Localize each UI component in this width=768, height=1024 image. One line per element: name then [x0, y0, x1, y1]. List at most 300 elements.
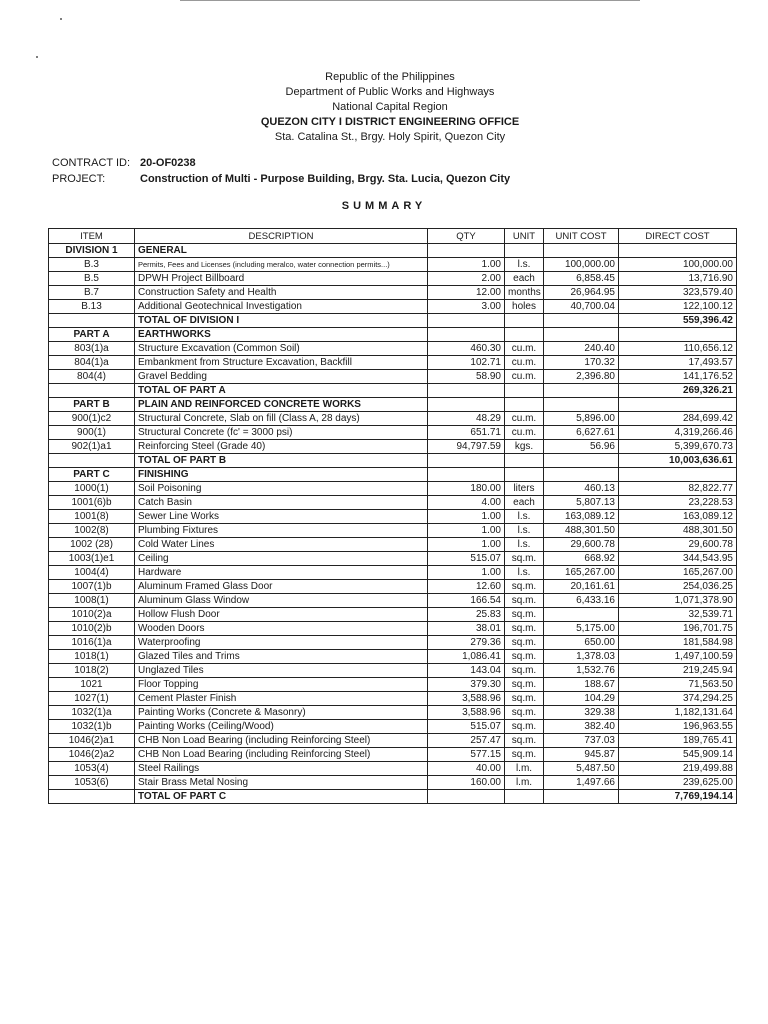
- cell-unit: each: [505, 496, 544, 510]
- cell-unit: l.m.: [505, 762, 544, 776]
- table-row: [49, 580, 737, 594]
- table-header-row: [49, 229, 737, 244]
- cell-qty: 651.71: [428, 426, 505, 440]
- cell-description: Cold Water Lines: [135, 538, 428, 552]
- cell-qty: 577.15: [428, 748, 505, 762]
- cell-unit: sq.m.: [505, 748, 544, 762]
- cell-direct-cost: 100,000.00: [619, 258, 737, 272]
- cell-unit-cost: 5,487.50: [544, 762, 619, 776]
- cell-description: FINISHING: [135, 468, 428, 482]
- total-row: [49, 384, 737, 398]
- cell-direct-cost: [619, 244, 737, 258]
- cell-item: 1053(4): [49, 762, 135, 776]
- cell-qty: 1.00: [428, 566, 505, 580]
- cell-direct-cost: 1,182,131.64: [619, 706, 737, 720]
- project-line: [52, 171, 510, 187]
- cell-description: Ceiling: [135, 552, 428, 566]
- cell-unit-cost: 188.67: [544, 678, 619, 692]
- cell-unit: [505, 314, 544, 328]
- cell-unit: sq.m.: [505, 650, 544, 664]
- table-row: [49, 482, 737, 496]
- cell-unit-cost: [544, 454, 619, 468]
- table-row: [49, 720, 737, 734]
- cell-unit: cu.m.: [505, 342, 544, 356]
- cell-description: Permits, Fees and Licenses (including meralco, water connection permits...): [135, 258, 428, 272]
- cell-description: Stair Brass Metal Nosing: [135, 776, 428, 790]
- cell-item: 1007(1)b: [49, 580, 135, 594]
- col-header-direct-cost: DIRECT COST: [619, 229, 737, 244]
- cell-direct-cost: 189,765.41: [619, 734, 737, 748]
- cell-description: Hollow Flush Door: [135, 608, 428, 622]
- cell-item: 1016(1)a: [49, 636, 135, 650]
- cell-item: PART A: [49, 328, 135, 342]
- cell-item: 1000(1): [49, 482, 135, 496]
- cell-description: Aluminum Glass Window: [135, 594, 428, 608]
- table-row: [49, 510, 737, 524]
- cell-unit-cost: 29,600.78: [544, 538, 619, 552]
- cell-unit: sq.m.: [505, 664, 544, 678]
- cell-qty: 38.01: [428, 622, 505, 636]
- cell-qty: [428, 468, 505, 482]
- cell-description: TOTAL OF DIVISION I: [135, 314, 428, 328]
- section-header-row: [49, 398, 737, 412]
- table-row: [49, 692, 737, 706]
- cell-unit: sq.m.: [505, 678, 544, 692]
- cell-qty: [428, 244, 505, 258]
- cell-unit: sq.m.: [505, 706, 544, 720]
- cell-unit: kgs.: [505, 440, 544, 454]
- cell-unit-cost: 488,301.50: [544, 524, 619, 538]
- cell-unit-cost: [544, 244, 619, 258]
- cell-unit-cost: 1,378.03: [544, 650, 619, 664]
- col-header-unit: UNIT: [505, 229, 544, 244]
- contract-id-line: [52, 155, 196, 171]
- cell-unit: cu.m.: [505, 370, 544, 384]
- table-row: [49, 706, 737, 720]
- cell-direct-cost: 10,003,636.61: [619, 454, 737, 468]
- total-row: [49, 790, 737, 804]
- cell-unit-cost: 945.87: [544, 748, 619, 762]
- cell-description: DPWH Project Billboard: [135, 272, 428, 286]
- cell-unit: [505, 244, 544, 258]
- cell-description: Structural Concrete (fc' = 3000 psi): [135, 426, 428, 440]
- cell-unit-cost: 1,497.66: [544, 776, 619, 790]
- cell-unit-cost: 382.40: [544, 720, 619, 734]
- cell-item: 900(1): [49, 426, 135, 440]
- cell-qty: 515.07: [428, 552, 505, 566]
- letterhead-address: Sta. Catalina St., Brgy. Holy Spirit, Quezon City: [274, 131, 506, 143]
- cell-unit: [505, 328, 544, 342]
- cell-description: Structural Concrete, Slab on fill (Class A, 28 days): [135, 412, 428, 426]
- letterhead-country: Republic of the Philippines: [325, 71, 455, 83]
- cell-unit: sq.m.: [505, 734, 544, 748]
- table-row: [49, 776, 737, 790]
- cell-description: GENERAL: [135, 244, 428, 258]
- cell-direct-cost: 32,539.71: [619, 608, 737, 622]
- cell-direct-cost: [619, 468, 737, 482]
- cell-description: Catch Basin: [135, 496, 428, 510]
- cell-qty: [428, 314, 505, 328]
- cell-qty: 160.00: [428, 776, 505, 790]
- cell-qty: 1.00: [428, 524, 505, 538]
- cell-unit-cost: 329.38: [544, 706, 619, 720]
- cell-direct-cost: 488,301.50: [619, 524, 737, 538]
- cell-unit-cost: 5,175.00: [544, 622, 619, 636]
- cell-qty: 4.00: [428, 496, 505, 510]
- cell-description: Construction Safety and Health: [135, 286, 428, 300]
- col-header-item: ITEM: [49, 229, 135, 244]
- cell-unit-cost: 104.29: [544, 692, 619, 706]
- cell-item: [49, 314, 135, 328]
- col-header-qty: QTY: [428, 229, 505, 244]
- cell-item: 1010(2)b: [49, 622, 135, 636]
- cell-qty: 257.47: [428, 734, 505, 748]
- cell-unit: l.s.: [505, 258, 544, 272]
- cell-unit: [505, 790, 544, 804]
- cell-unit-cost: 2,396.80: [544, 370, 619, 384]
- letterhead-office: QUEZON CITY I DISTRICT ENGINEERING OFFICE: [260, 116, 520, 128]
- cell-unit-cost: 6,433.16: [544, 594, 619, 608]
- cell-qty: 40.00: [428, 762, 505, 776]
- cell-direct-cost: 254,036.25: [619, 580, 737, 594]
- cell-direct-cost: 545,909.14: [619, 748, 737, 762]
- table-row: [49, 412, 737, 426]
- cell-unit-cost: 240.40: [544, 342, 619, 356]
- scan-speck: [36, 56, 38, 58]
- cell-unit-cost: [544, 468, 619, 482]
- table-row: [49, 734, 737, 748]
- cell-description: TOTAL OF PART B: [135, 454, 428, 468]
- cell-unit-cost: 5,896.00: [544, 412, 619, 426]
- scan-speck: [60, 18, 62, 20]
- col-header-unit-cost: UNIT COST: [544, 229, 619, 244]
- cell-unit: sq.m.: [505, 622, 544, 636]
- table-row: [49, 622, 737, 636]
- cell-unit: sq.m.: [505, 594, 544, 608]
- cell-qty: 1.00: [428, 510, 505, 524]
- cell-description: Sewer Line Works: [135, 510, 428, 524]
- cell-description: Steel Railings: [135, 762, 428, 776]
- letterhead: [170, 70, 610, 145]
- cell-qty: 3,588.96: [428, 692, 505, 706]
- cell-direct-cost: 181,584.98: [619, 636, 737, 650]
- cell-direct-cost: [619, 398, 737, 412]
- table-row: [49, 342, 737, 356]
- cell-item: 1002(8): [49, 524, 135, 538]
- table-row: [49, 552, 737, 566]
- cell-direct-cost: 110,656.12: [619, 342, 737, 356]
- cell-unit: sq.m.: [505, 636, 544, 650]
- cell-unit: [505, 454, 544, 468]
- cell-qty: 143.04: [428, 664, 505, 678]
- cell-description: TOTAL OF PART C: [135, 790, 428, 804]
- table-row: [49, 426, 737, 440]
- cell-unit: [505, 384, 544, 398]
- cell-unit-cost: 20,161.61: [544, 580, 619, 594]
- cell-item: 1001(8): [49, 510, 135, 524]
- cell-item: [49, 790, 135, 804]
- cell-direct-cost: 1,071,378.90: [619, 594, 737, 608]
- cell-unit: cu.m.: [505, 412, 544, 426]
- cell-unit: sq.m.: [505, 608, 544, 622]
- cell-unit-cost: 165,267.00: [544, 566, 619, 580]
- cell-direct-cost: 269,326.21: [619, 384, 737, 398]
- cell-qty: 48.29: [428, 412, 505, 426]
- cell-item: PART B: [49, 398, 135, 412]
- cell-qty: 94,797.59: [428, 440, 505, 454]
- cell-description: Soil Poisoning: [135, 482, 428, 496]
- cell-direct-cost: 344,543.95: [619, 552, 737, 566]
- table-row: [49, 636, 737, 650]
- cell-qty: 1.00: [428, 538, 505, 552]
- cell-description: Plumbing Fixtures: [135, 524, 428, 538]
- cell-description: Hardware: [135, 566, 428, 580]
- cell-direct-cost: 163,089.12: [619, 510, 737, 524]
- cell-unit-cost: 40,700.04: [544, 300, 619, 314]
- cell-unit-cost: [544, 398, 619, 412]
- cell-unit: cu.m.: [505, 356, 544, 370]
- cell-unit-cost: 56.96: [544, 440, 619, 454]
- cell-description: Embankment from Structure Excavation, Backfill: [135, 356, 428, 370]
- cell-unit: months: [505, 286, 544, 300]
- cell-unit-cost: [544, 608, 619, 622]
- cell-direct-cost: 374,294.25: [619, 692, 737, 706]
- cell-unit-cost: 26,964.95: [544, 286, 619, 300]
- cell-description: EARTHWORKS: [135, 328, 428, 342]
- cell-item: 804(1)a: [49, 356, 135, 370]
- cell-item: B.7: [49, 286, 135, 300]
- cell-unit: l.s.: [505, 538, 544, 552]
- cell-item: B.5: [49, 272, 135, 286]
- cell-item: 1032(1)a: [49, 706, 135, 720]
- cell-item: PART C: [49, 468, 135, 482]
- project-value: Construction of Multi - Purpose Building, Brgy. Sta. Lucia, Quezon City: [140, 173, 511, 185]
- cell-unit-cost: 650.00: [544, 636, 619, 650]
- cell-item: 1046(2)a1: [49, 734, 135, 748]
- table-row: [49, 524, 737, 538]
- section-header-row: [49, 244, 737, 258]
- table-row: [49, 608, 737, 622]
- cell-unit: l.m.: [505, 776, 544, 790]
- cell-qty: 279.36: [428, 636, 505, 650]
- cell-direct-cost: 559,396.42: [619, 314, 737, 328]
- cell-direct-cost: 23,228.53: [619, 496, 737, 510]
- section-header-row: [49, 468, 737, 482]
- cell-direct-cost: 219,499.88: [619, 762, 737, 776]
- cell-unit-cost: 6,858.45: [544, 272, 619, 286]
- cell-direct-cost: 165,267.00: [619, 566, 737, 580]
- cell-direct-cost: [619, 328, 737, 342]
- cell-qty: 3,588.96: [428, 706, 505, 720]
- cell-qty: 3.00: [428, 300, 505, 314]
- cell-direct-cost: 219,245.94: [619, 664, 737, 678]
- cell-item: 1046(2)a2: [49, 748, 135, 762]
- table-row: [49, 440, 737, 454]
- table-row: [49, 258, 737, 272]
- cell-item: B.3: [49, 258, 135, 272]
- cell-direct-cost: 7,769,194.14: [619, 790, 737, 804]
- cell-qty: 25.83: [428, 608, 505, 622]
- cell-description: Gravel Bedding: [135, 370, 428, 384]
- cell-direct-cost: 141,176.52: [619, 370, 737, 384]
- cell-unit-cost: [544, 314, 619, 328]
- letterhead-region: National Capital Region: [332, 101, 448, 113]
- cell-description: Waterproofing: [135, 636, 428, 650]
- table-row: [49, 286, 737, 300]
- cell-description: Structure Excavation (Common Soil): [135, 342, 428, 356]
- table-row: [49, 272, 737, 286]
- contract-id-value: 20-OF0238: [140, 157, 196, 169]
- table-row: [49, 762, 737, 776]
- summary-table: [48, 228, 737, 804]
- cell-unit: l.s.: [505, 524, 544, 538]
- cell-description: Reinforcing Steel (Grade 40): [135, 440, 428, 454]
- cell-item: 1032(1)b: [49, 720, 135, 734]
- cell-item: 1018(2): [49, 664, 135, 678]
- cell-unit: cu.m.: [505, 426, 544, 440]
- contract-id-label: CONTRACT ID:: [52, 157, 131, 169]
- cell-item: 1002 (28): [49, 538, 135, 552]
- cell-description: CHB Non Load Bearing (including Reinforcing Steel): [135, 748, 428, 762]
- cell-qty: 2.00: [428, 272, 505, 286]
- cell-unit: holes: [505, 300, 544, 314]
- cell-item: 803(1)a: [49, 342, 135, 356]
- cell-direct-cost: 196,963.55: [619, 720, 737, 734]
- cell-unit: sq.m.: [505, 720, 544, 734]
- cell-unit: l.s.: [505, 510, 544, 524]
- cell-unit: sq.m.: [505, 552, 544, 566]
- cell-direct-cost: 29,600.78: [619, 538, 737, 552]
- cell-unit-cost: [544, 328, 619, 342]
- cell-description: Additional Geotechnical Investigation: [135, 300, 428, 314]
- cell-unit-cost: [544, 790, 619, 804]
- cell-direct-cost: 13,716.90: [619, 272, 737, 286]
- cell-unit: liters: [505, 482, 544, 496]
- cell-item: 1053(6): [49, 776, 135, 790]
- project-label: PROJECT:: [52, 173, 106, 185]
- cell-unit-cost: 1,532.76: [544, 664, 619, 678]
- cell-description: Aluminum Framed Glass Door: [135, 580, 428, 594]
- cell-description: Painting Works (Concrete & Masonry): [135, 706, 428, 720]
- cell-direct-cost: 239,625.00: [619, 776, 737, 790]
- cell-item: 1008(1): [49, 594, 135, 608]
- cell-qty: 180.00: [428, 482, 505, 496]
- cell-qty: [428, 790, 505, 804]
- cell-description: Wooden Doors: [135, 622, 428, 636]
- cell-qty: 12.60: [428, 580, 505, 594]
- cell-description: Cement Plaster Finish: [135, 692, 428, 706]
- cell-description: Painting Works (Ceiling/Wood): [135, 720, 428, 734]
- cell-item: 804(4): [49, 370, 135, 384]
- cell-qty: 1.00: [428, 258, 505, 272]
- cell-direct-cost: 323,579.40: [619, 286, 737, 300]
- cell-qty: 379.30: [428, 678, 505, 692]
- table-row: [49, 748, 737, 762]
- cell-description: TOTAL OF PART A: [135, 384, 428, 398]
- cell-unit-cost: [544, 384, 619, 398]
- cell-unit-cost: 163,089.12: [544, 510, 619, 524]
- cell-qty: 515.07: [428, 720, 505, 734]
- cell-item: B.13: [49, 300, 135, 314]
- cell-unit-cost: 737.03: [544, 734, 619, 748]
- cell-direct-cost: 4,319,266.46: [619, 426, 737, 440]
- cell-item: 1021: [49, 678, 135, 692]
- cell-unit: sq.m.: [505, 692, 544, 706]
- cell-qty: [428, 384, 505, 398]
- page-top-edge-line: [180, 0, 640, 1]
- cell-qty: 12.00: [428, 286, 505, 300]
- cell-unit-cost: 460.13: [544, 482, 619, 496]
- cell-qty: 166.54: [428, 594, 505, 608]
- cell-item: 1003(1)e1: [49, 552, 135, 566]
- cell-description: CHB Non Load Bearing (including Reinforcing Steel): [135, 734, 428, 748]
- cell-item: [49, 454, 135, 468]
- cell-unit-cost: 6,627.61: [544, 426, 619, 440]
- cell-item: 900(1)c2: [49, 412, 135, 426]
- cell-qty: 460.30: [428, 342, 505, 356]
- cell-unit: each: [505, 272, 544, 286]
- cell-unit-cost: 100,000.00: [544, 258, 619, 272]
- cell-item: 902(1)a1: [49, 440, 135, 454]
- cell-item: 1010(2)a: [49, 608, 135, 622]
- table-row: [49, 370, 737, 384]
- cell-unit: sq.m.: [505, 580, 544, 594]
- cell-item: 1004(4): [49, 566, 135, 580]
- cell-unit: [505, 468, 544, 482]
- page-title: SUMMARY: [341, 200, 427, 212]
- cell-description: Glazed Tiles and Trims: [135, 650, 428, 664]
- cell-direct-cost: 17,493.57: [619, 356, 737, 370]
- cell-qty: [428, 398, 505, 412]
- table-row: [49, 664, 737, 678]
- table-row: [49, 300, 737, 314]
- cell-direct-cost: 5,399,670.73: [619, 440, 737, 454]
- cell-item: [49, 384, 135, 398]
- letterhead-department: Department of Public Works and Highways: [285, 86, 495, 98]
- total-row: [49, 314, 737, 328]
- cell-qty: [428, 454, 505, 468]
- cell-qty: 58.90: [428, 370, 505, 384]
- col-header-description: DESCRIPTION: [135, 229, 428, 244]
- table-row: [49, 650, 737, 664]
- cell-description: Floor Topping: [135, 678, 428, 692]
- cell-direct-cost: 82,822.77: [619, 482, 737, 496]
- cell-unit: [505, 398, 544, 412]
- cell-qty: 102.71: [428, 356, 505, 370]
- cell-unit: l.s.: [505, 566, 544, 580]
- table-row: [49, 678, 737, 692]
- cell-direct-cost: 284,699.42: [619, 412, 737, 426]
- table-row: [49, 594, 737, 608]
- cell-description: PLAIN AND REINFORCED CONCRETE WORKS: [135, 398, 428, 412]
- cell-direct-cost: 71,563.50: [619, 678, 737, 692]
- cell-item: 1027(1): [49, 692, 135, 706]
- cell-item: 1001(6)b: [49, 496, 135, 510]
- table-row: [49, 538, 737, 552]
- cell-item: DIVISION 1: [49, 244, 135, 258]
- cell-description: Unglazed Tiles: [135, 664, 428, 678]
- table-row: [49, 496, 737, 510]
- total-row: [49, 454, 737, 468]
- cell-qty: [428, 328, 505, 342]
- cell-unit-cost: 668.92: [544, 552, 619, 566]
- table-row: [49, 356, 737, 370]
- cell-direct-cost: 122,100.12: [619, 300, 737, 314]
- section-header-row: [49, 328, 737, 342]
- cell-unit-cost: 170.32: [544, 356, 619, 370]
- cell-direct-cost: 196,701.75: [619, 622, 737, 636]
- cell-qty: 1,086.41: [428, 650, 505, 664]
